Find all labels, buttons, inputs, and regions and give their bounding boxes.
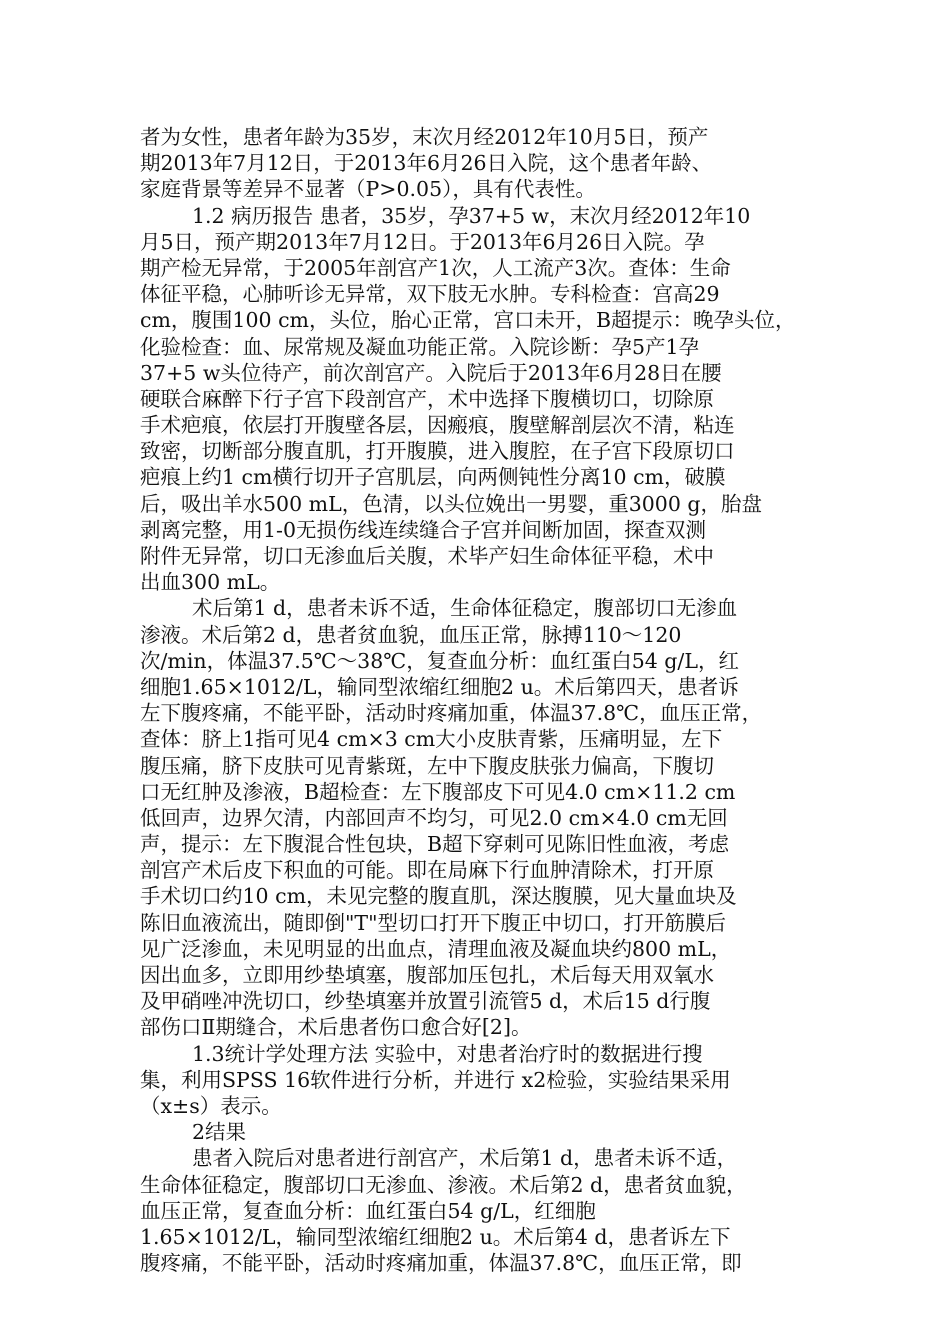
text-line: 1.2 病历报告 患者，35岁，孕37+5 w，末次月经2012年10 [192,203,751,228]
text-line: 1.3统计学处理方法 实验中，对患者治疗时的数据进行搜 [192,1041,703,1066]
text-line: 查体：脐上1指可见4 cm×3 cm大小皮肤青紫，压痛明显，左下 [140,727,723,752]
text-line: 期2013年7月12日，于2013年6月26日入院，这个患者年龄、 [140,151,713,176]
text-line: 剖宫产术后皮下积血的可能。即在局麻下行血肿清除术，打开原 [140,858,714,883]
text-line: 患者入院后对患者进行剖宫产，术后第1 d，患者未诉不适， [192,1146,738,1171]
text-line: 口无红肿及渗液，B超检查：左下腹部皮下可见4.0 cm×11.2 cm [140,779,736,804]
text-line: 渗液。术后第2 d，患者贫血貌，血压正常，脉搏110～120 [140,622,682,647]
text-line: 生命体征稳定，腹部切口无渗血、渗液。术后第2 d，患者贫血貌， [140,1172,747,1197]
text-line: 集，利用SPSS 16软件进行分析，并进行 x2检验，实验结果采用 [140,1067,731,1092]
text-line: cm，腹围100 cm，头位，胎心正常，宫口未开，B超提示：晚孕头位， [140,308,796,333]
text-line: 细胞1.65×1012/L，输同型浓缩红细胞2 u。术后第四天，患者诉 [140,674,739,699]
text-line: 月5日，预产期2013年7月12日。于2013年6月26日入院。孕 [140,229,705,254]
text-line: 期产检无异常，于2005年剖宫产1次，人工流产3次。查体：生命 [140,255,731,280]
text-line: 家庭背景等差异不显著（P>0.05），具有代表性。 [140,177,596,202]
text-line: 后，吸出羊水500 mL，色清，以头位娩出一男婴，重3000 g，胎盘 [140,491,763,516]
text-line: 次/min，体温37.5℃～38℃，复查血分析：血红蛋白54 g/L，红 [140,648,739,673]
text-line: 手术疤痕，依层打开腹壁各层，因瘢痕，腹壁解剖层次不清，粘连 [140,413,735,438]
text-line: 手术切口约10 cm，未见完整的腹直肌，深达腹膜，见大量血块及 [140,884,737,909]
text-line: 及甲硝唑冲洗切口，纱垫填塞并放置引流管5 d，术后15 d行腹 [140,989,711,1014]
text-line: 左下腹疼痛，不能平卧，活动时疼痛加重，体温37.8℃，血压正常， [140,701,763,726]
body-text [140,124,812,1276]
text-line: 腹压痛，脐下皮肤可见青紫斑，左中下腹皮肤张力偏高，下腹切 [140,753,714,778]
text-line: 剥离完整，用1-0无损伤线连续缝合子宫并间断加固，探查双测 [140,517,707,542]
text-line: （x±s）表示。 [140,1093,282,1118]
text-line: 体征平稳，心肺听诊无异常，双下肢无水肿。专科检查：宫高29 [140,282,720,307]
text-line: 术后第1 d，患者未诉不适，生命体征稳定，腹部切口无渗血 [192,596,738,621]
text-line: 见广泛渗血，未见明显的出血点，清理血液及凝血块约800 mL， [140,936,732,961]
text-line: 化验检查：血、尿常规及凝血功能正常。入院诊断：孕5产1孕 [140,334,700,359]
text-line: 致密，切断部分腹直肌，打开腹膜，进入腹腔，在子宫下段原切口 [140,439,735,464]
text-line: 2结果 [192,1120,247,1145]
text-line: 疤痕上约1 cm横行切开子宫肌层，向两侧钝性分离10 cm，破膜 [140,465,726,490]
text-line: 因出血多，立即用纱垫填塞，腹部加压包扎，术后每天用双氧水 [140,963,714,987]
text-line: 低回声，边界欠清，内部回声不均匀，可见2.0 cm×4.0 cm无回 [140,805,728,830]
text-line: 出血300 mL。 [140,570,281,595]
text-line: 附件无异常，切口无渗血后关腹，术毕产妇生命体征平稳，术中 [140,544,714,568]
text-line: 37+5 w头位待产，前次剖宫产。入院后于2013年6月28日在腰 [140,360,722,385]
text-line: 部伤口Ⅱ期缝合，术后患者伤口愈合好[2]。 [140,1015,532,1040]
text-line: 者为女性，患者年龄为35岁，末次月经2012年10月5日，预产 [140,125,709,149]
text-line: 陈旧血液流出，随即倒"T"型切口打开下腹正中切口，打开筋膜后 [140,910,727,935]
text-line: 腹疼痛，不能平卧，活动时疼痛加重，体温37.8℃，血压正常，即 [140,1251,742,1276]
text-line: 1.65×1012/L，输同型浓缩红细胞2 u。术后第4 d，患者诉左下 [140,1224,731,1249]
text-line: 声，提示：左下腹混合性包块，B超下穿刺可见陈旧性血液，考虑 [140,832,730,857]
text-line: 血压正常，复查血分析：血红蛋白54 g/L，红细胞 [140,1198,596,1223]
text-line: 硬联合麻醉下行子宫下段剖宫产，术中选择下腹横切口，切除原 [140,386,714,411]
